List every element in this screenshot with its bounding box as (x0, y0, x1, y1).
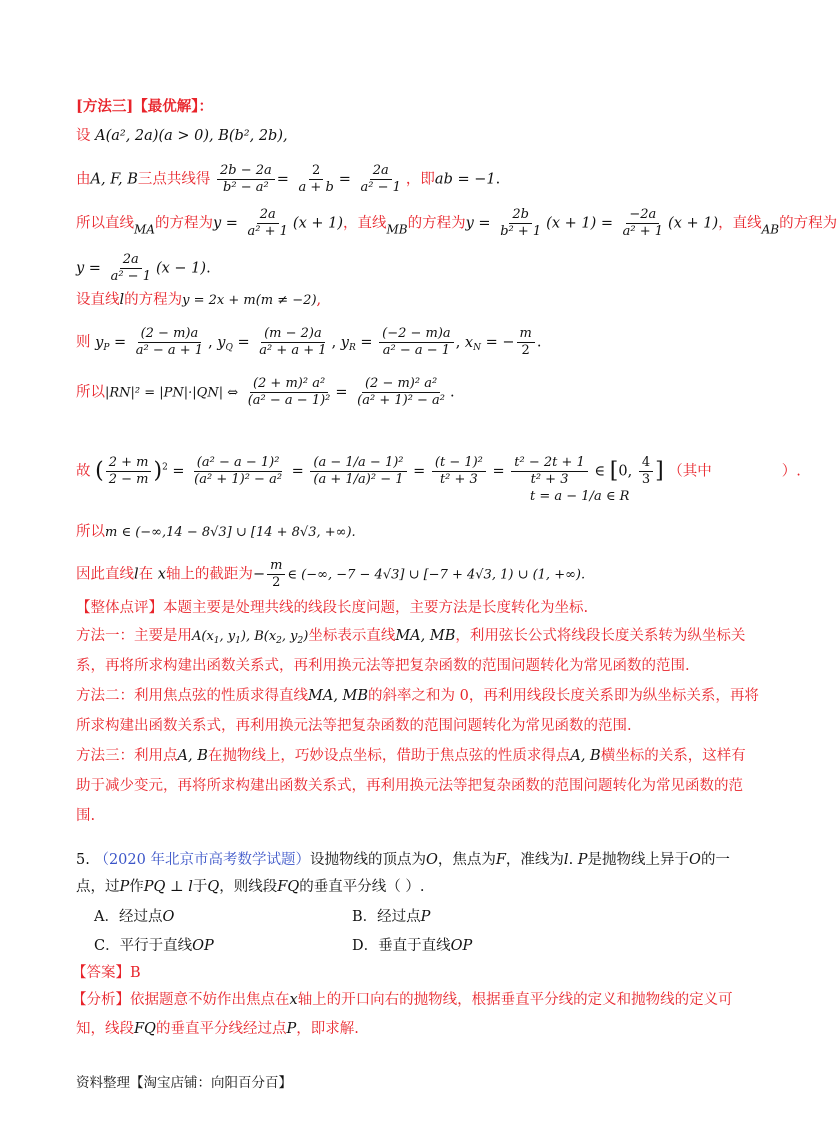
text: 所以直线 (76, 215, 134, 232)
math-afb: A, F, B (90, 171, 138, 188)
text: . (568, 852, 574, 868)
review-method1: 方法一：主要是用$A(x_1$, $y_1$), $B(x_2$, $y_2$)坐标表示直线MA, MB，利用弦长公式将线段长度关系转为纵坐标关 (76, 628, 746, 646)
text: 在 (138, 566, 154, 583)
review-method2-cont: 所求构建出函数关系式，再利用换元法等把复杂函数的范围问题转化为常见函数的范围. (76, 718, 632, 734)
analysis-cont (76, 1019, 359, 1039)
math-ab: A, B (177, 748, 208, 764)
review-method1-cont: 系，再将所求构建出函数关系式，再利用换元法等把复杂函数的范围问题转化为常见函数的范围. (76, 658, 690, 674)
review-method2 (76, 686, 759, 706)
line-equations: 所以直线$_{MA}$的方程为y = $\frac{2a}{\text{a² + 1}}$ (x + 1)，直线$_{MB}$的方程为y = $\frac{2b}{\text{b² + 1}}$ (x + 1) = $\frac{-2a}{\text{a² + 1}}$ (x + 1)，直线$_{AB}$的方程为 (76, 207, 837, 239)
method3-heading: [方法三]【最优解】： (76, 98, 213, 115)
text: 的方程为 (154, 215, 213, 232)
question-number: 5. (76, 852, 90, 868)
text: ，直线 (343, 215, 387, 232)
math-ab: A, B (570, 748, 601, 764)
line-coordinates: 则 $y_P$ = $\frac{(2 - m)a}{\text{a² − a + 1}}$ , $y_Q$ = $\frac{(m - 2)a}{\text{a² + a + 1}}$ , $y_R$ = $\frac{(-2 - m)a}{\text{a² − a − 1}}$ , $x_N$ = − $\frac{m}{2}$ . (76, 326, 542, 358)
text: ，即求解. (296, 1021, 359, 1037)
fraction: $\frac{2b}{\text{b² + 1}}$ (500, 207, 542, 239)
text: （其中 (668, 463, 712, 480)
option-label: C．平行于直线 (94, 938, 193, 954)
option-value: O (162, 909, 175, 925)
text: ）. (781, 463, 801, 480)
option-d[interactable] (352, 936, 472, 956)
fraction: $\frac{2b - 2a}{\text{b² − a²}}$ (217, 163, 275, 196)
math: FQ (277, 879, 300, 895)
option-value: OP (192, 938, 214, 954)
fraction: $\frac{\text{t² − 2t + 1}}{\text{t² + 3}}$ (511, 455, 588, 488)
fraction: $\frac{4}{3}$ (639, 455, 653, 488)
text: 方法三：利用点 (76, 748, 178, 764)
text-collinear: 三点共线得 (137, 171, 211, 188)
text: 设抛物线的顶点为 (309, 852, 426, 868)
math-l: l (119, 292, 125, 308)
math-x: x (157, 566, 166, 583)
math: l (563, 852, 569, 868)
fraction: $\frac{-2a}{\text{a² + 1}}$ (622, 207, 664, 239)
fraction: $\frac{\text{(t − 1)²}}{\text{t² + 3}}$ (432, 455, 486, 488)
math-line-l: y = 2x + m(m ≠ −2) (182, 293, 317, 308)
math-points: A(a², 2a)(a > 0), B(b², 2b), (95, 128, 288, 144)
review-method3-end: 围. (76, 808, 96, 824)
question-5 (76, 850, 730, 870)
text: 横坐标的关系，这样有 (600, 748, 746, 764)
fraction: $\frac{\text{(a² − a − 1)²}}{\text{(a² + 1)² − a²}}$ (194, 455, 283, 487)
text: 的方程为 (779, 215, 837, 232)
t-definition (530, 486, 629, 507)
math: O (689, 852, 701, 868)
fraction: $\frac{m}{2}$ (517, 326, 535, 359)
text: ，焦点为 (437, 852, 496, 868)
fraction: $\frac{\text{(2 − m)² a²}}{\text{(a² + 1)² − a²}}$ (357, 376, 446, 408)
option-a[interactable] (94, 907, 174, 927)
line-therefore: 故 ( $\frac{2 + m}{2 - m}$ )$^2$ = $\frac{\text{(a² − a − 1)²}}{\text{(a² + 1)² − a²}}$ = $\frac{\text{(a − 1/a − 1)²}}{\text{(a + 1/a)² − 1}}$ = $\frac{\text{(t − 1)²}}{\text{t² + 3}}$ = $\frac{\text{t² − 2t + 1}}{\text{t² + 3}}$ ∈ [0, $\frac{4}{3}$ ] （其中 ）. (76, 455, 801, 487)
text: 的垂直平分线经过点 (155, 1021, 287, 1037)
text: ，准线为 (505, 852, 564, 868)
text: 故 (76, 463, 91, 480)
question-source: （2020 年北京市高考数学试题） (94, 852, 310, 868)
text: 的方程为 (407, 215, 466, 232)
text: 方法一：主要是用 (76, 628, 192, 644)
text: ，直线 (718, 215, 762, 232)
line-set-l: 设直线l的方程为y = 2x + m(m ≠ −2), (76, 292, 322, 308)
line-m-range (76, 522, 356, 543)
line-intercept: 因此直线l在 x轴上的截距为− $\frac{m}{2}$ ∈ (−∞, −7 − 4√3] ∪ [−7 + 4√3, 1) ∪ (1, +∞). (76, 558, 586, 590)
math-rn: |RN|² = |PN|·|QN| ⇔ (105, 385, 239, 401)
fraction: $\frac{(m - 2)a}{\text{a² + a + 1}}$ (259, 326, 327, 358)
text: 的方程为 (124, 292, 183, 308)
math-ma: MA (134, 222, 155, 237)
line-collinear: 由A, F, B三点共线得 $\frac{2b - 2a}{\text{b² − a²}}$ = $\frac{2}{a + b}$ = $\frac{2a}{\text{a² − 1}}$ ，即ab = −1. (76, 163, 501, 195)
fraction: $\frac{\text{(a − 1/a − 1)²}}{\text{(a + 1/a)² − 1}}$ (310, 455, 406, 488)
text: 的一 (700, 852, 730, 868)
math: FQ (134, 1021, 156, 1037)
fraction: $\frac{(2 - m)a}{\text{a² − a + 1}}$ (135, 326, 204, 358)
math: F (495, 852, 506, 868)
text-from: 由 (76, 171, 91, 188)
review-method3 (76, 746, 746, 766)
fraction: $\frac{2a}{\text{a² + 1}}$ (247, 207, 288, 239)
review-method3-cont: 助于减少变元，再将所求构建出函数关系式，再利用换元法等把复杂函数的范围问题转化为常见函数的范 (76, 778, 743, 794)
fraction: $\frac{m}{2}$ (267, 558, 285, 591)
option-value: OP (450, 938, 473, 954)
text: 知，线段 (76, 1021, 134, 1037)
math: x (289, 992, 298, 1008)
line-set-points (76, 126, 288, 146)
option-b[interactable] (352, 907, 430, 927)
line-rn-relation: 所以|RN|² = |PN|·|QN| ⇔ $\frac{\text{(2 + m)² a²}}{\text{(a² − a − 1)²}}$ = $\frac{\text{(2 − m)² a²}}{\text{(a² + 1)² − a²}}$ . (76, 376, 455, 408)
footer-note: 资料整理【淘宝店铺：向阳百分百】 (76, 1075, 292, 1091)
math: P (286, 1021, 297, 1037)
math: Q (207, 879, 220, 895)
fraction: $\frac{2a}{\text{a² − 1}}$ (110, 252, 151, 284)
text: 所以 (76, 384, 105, 401)
text: 的垂直平分线（ ）. (299, 879, 425, 895)
text: 是抛物线上异于 (587, 852, 690, 868)
text: 轴上的开口向右的抛物线，根据垂直平分线的定义和抛物线的定义可 (297, 992, 733, 1008)
option-c[interactable] (94, 936, 214, 956)
text: 【分析】依据题意不妨作出焦点在 (72, 992, 290, 1008)
text: 所以 (76, 524, 105, 540)
answer: 【答案】B (72, 965, 141, 981)
text: 则 (76, 334, 91, 351)
text: 作 (129, 879, 144, 895)
text-namely: ，即 (405, 171, 435, 188)
math-intercept-range: ∈ (−∞, −7 − 4√3] ∪ [−7 + 4√3, 1) ∪ (1, +∞). (287, 567, 586, 583)
fraction: $\frac{(-2 - m)a}{\text{a² − a − 1}}$ (379, 326, 454, 359)
option-label: A．经过点 (94, 909, 163, 925)
math-t: t = a − 1/a ∈ R (530, 489, 630, 504)
text: ，利用弦长公式将线段长度关系转为纵坐标关 (455, 628, 746, 644)
question-5-cont (76, 877, 424, 897)
math: P (119, 879, 130, 895)
math: PQ ⊥ l (143, 879, 193, 895)
fraction: $\frac{2a}{\text{a² − 1}}$ (360, 163, 401, 195)
text: 在抛物线上，巧妙设点坐标，借助于焦点弦的性质求得点 (207, 748, 571, 764)
text: 设直线 (76, 292, 120, 308)
math-l: l (134, 566, 139, 583)
math-ab-line: AB (761, 222, 780, 237)
math: P (577, 852, 588, 868)
text-set: 设 (76, 128, 91, 144)
text: 于 (192, 879, 208, 895)
analysis (72, 990, 733, 1010)
option-value: P (420, 909, 431, 925)
text: 的斜率之和为 0，再利用线段长度关系即为纵坐标关系，再将 (368, 688, 759, 704)
math: O (425, 852, 438, 868)
text: 坐标表示直线 (308, 628, 396, 644)
math-ab: ab = −1 (434, 171, 496, 188)
math-m-range: m ∈ (−∞,14 − 8√3] ∪ [14 + 8√3, +∞). (105, 525, 356, 540)
text: 因此直线 (76, 566, 134, 583)
math-mb: MB (386, 222, 408, 237)
text: 轴上的截距为 (165, 566, 253, 583)
option-label: D．垂直于直线 (352, 938, 451, 954)
fraction: $\frac{2}{a + b}$ (298, 163, 334, 195)
text: 方法二：利用焦点弦的性质求得直线 (76, 688, 308, 704)
fraction: $\frac{\text{(2 + m)² a²}}{\text{(a² − a − 1)²}}$ (247, 376, 331, 408)
math-mamb: MA, MB (395, 628, 456, 644)
option-label: B．经过点 (352, 909, 421, 925)
fraction: $\frac{2 + m}{2 - m}$ (106, 455, 152, 488)
math-mamb: MA, MB (308, 688, 369, 704)
text: ，则线段 (219, 879, 278, 895)
line-ab-equation: y = $\frac{2a}{\text{a² − 1}}$ (x − 1). (76, 252, 211, 284)
text: 点，过 (76, 879, 120, 895)
review-title: 【整体点评】本题主要是处理共线的线段长度问题，主要方法是长度转化为坐标. (76, 600, 589, 616)
